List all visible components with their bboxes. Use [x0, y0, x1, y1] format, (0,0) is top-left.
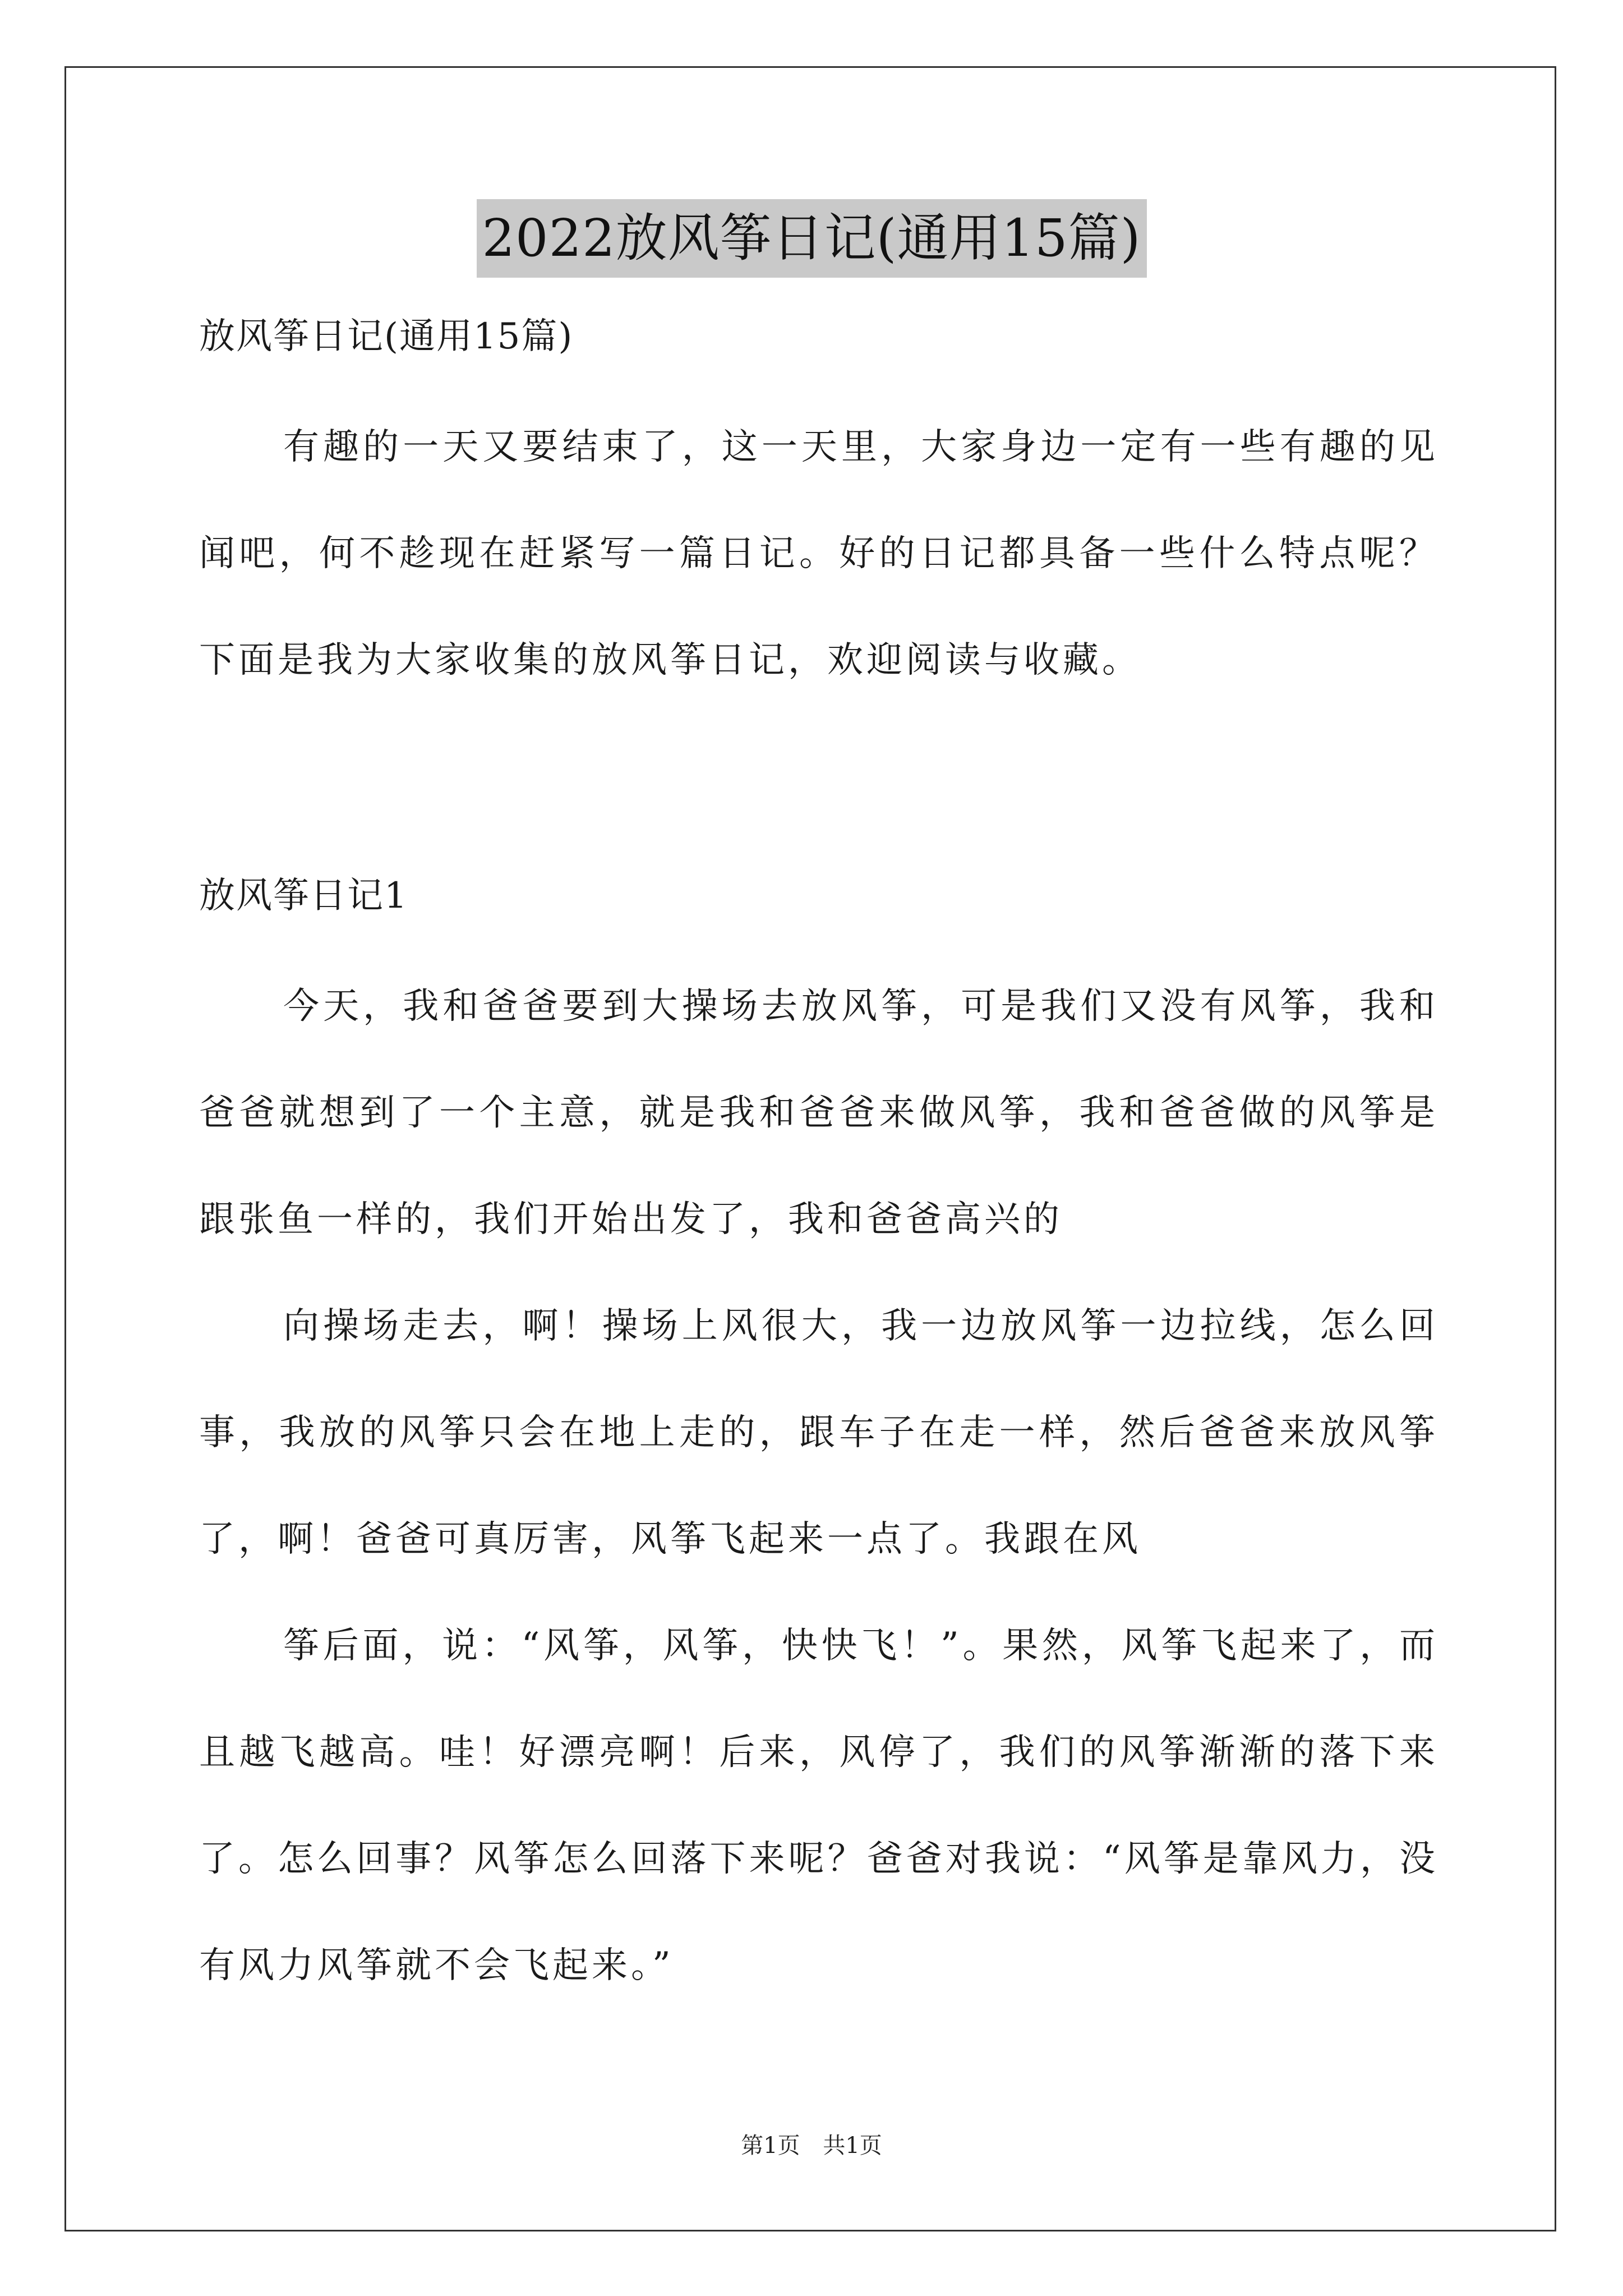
- section-heading: 放风筝日记1: [199, 875, 408, 917]
- document-title: 2022放风筝日记(通用15篇): [477, 199, 1147, 278]
- document-body: [199, 292, 1438, 2019]
- page-number-current: 第1页: [741, 2133, 800, 2159]
- body-paragraph-2: 向操场走去，啊！操场上风很大，我一边放风筝一边拉线，怎么回事，我放的风筝只会在地上走的，跟车子在走一样，然后爸爸来放风筝了，啊！爸爸可真厉害，风筝飞起来一点了。我跟在风: [199, 1305, 1438, 1560]
- body-paragraph-3: 筝后面，说：“风筝，风筝，快快飞！”。果然，风筝飞起来了，而且越飞越高。哇！好漂亮啊！后来，风停了，我们的风筝渐渐的落下来了。怎么回事？风筝怎么回落下来呢？爸爸对我说：“风筝是靠风力，没有风力风筝就不会飞起来。”: [199, 1625, 1438, 1986]
- page-number-total: 共1页: [823, 2133, 882, 2159]
- section-spacer: [199, 714, 1438, 851]
- intro-paragraph: 有趣的一天又要结束了，这一天里，大家身边一定有一些有趣的见闻吧，何不趁现在赶紧写一篇日记。好的日记都具备一些什么特点呢？下面是我为大家收集的放风筝日记，欢迎阅读与收藏。: [199, 426, 1438, 681]
- document-subtitle: 放风筝日记(通用15篇): [199, 316, 574, 357]
- title-container: [0, 199, 1623, 278]
- page-footer: [0, 2129, 1623, 2162]
- body-paragraph-1: 今天，我和爸爸要到大操场去放风筝，可是我们又没有风筝，我和爸爸就想到了一个主意，就是我和爸爸来做风筝，我和爸爸做的风筝是跟张鱼一样的，我们开始出发了，我和爸爸高兴的: [199, 986, 1438, 1240]
